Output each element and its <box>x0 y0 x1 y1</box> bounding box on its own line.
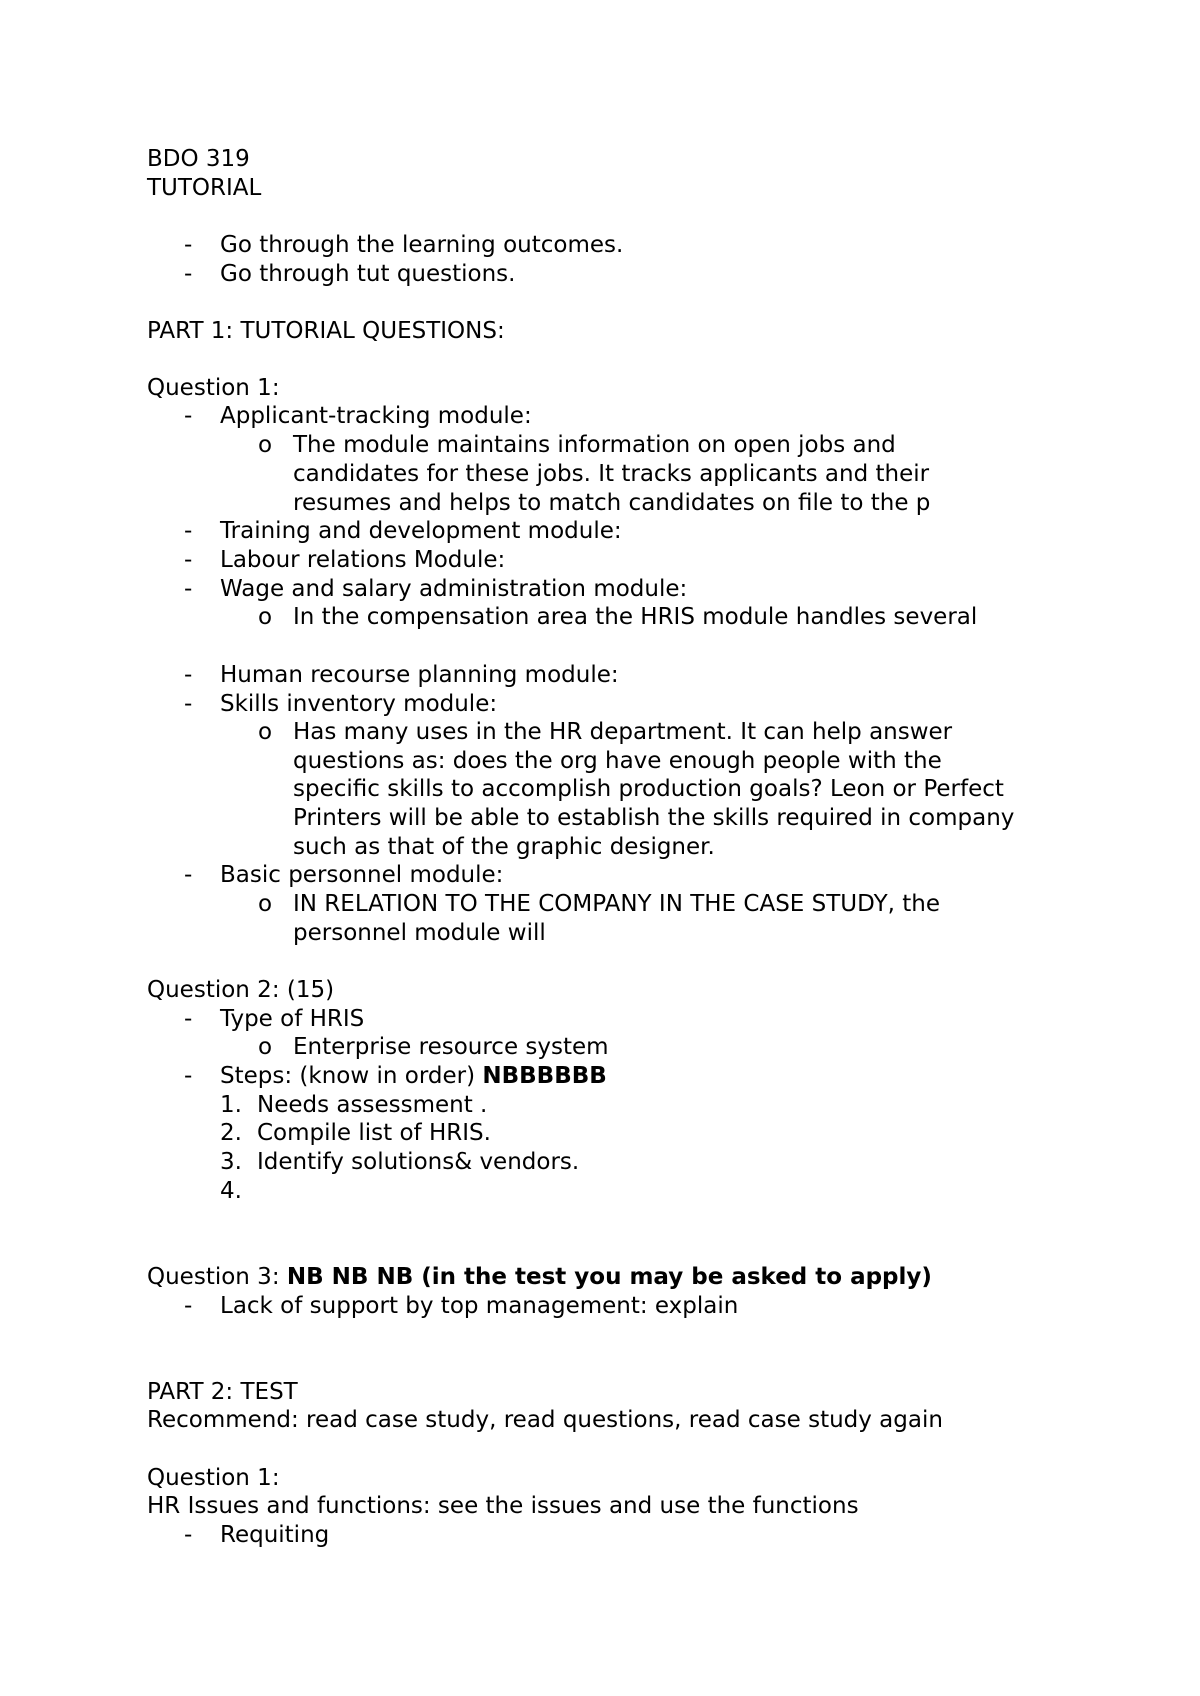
step-number: 2. <box>220 1120 242 1146</box>
dash-bullet: - <box>184 662 193 688</box>
q3-item: Lack of support by top management: explain <box>220 1293 739 1319</box>
q1-item-basic: Basic personnel module: <box>220 862 504 888</box>
q2-heading: Question 2: (15) <box>147 977 335 1003</box>
part2-q1-item: Requiting <box>220 1522 330 1548</box>
applicant-description: resumes and helps to match candidates on file to the p <box>293 490 931 516</box>
dash-bullet: - <box>184 691 193 717</box>
intro-item: Go through tut questions. <box>220 261 516 287</box>
dash-bullet: - <box>184 547 193 573</box>
applicant-description: candidates for these jobs. It tracks applicants and their <box>293 461 930 487</box>
q2-steps-label: Steps: (know in order) <box>220 1063 483 1089</box>
skills-description: Printers will be able to establish the skills required in company <box>293 805 1015 831</box>
dash-bullet: - <box>184 261 193 287</box>
q2-steps-line <box>220 1062 607 1091</box>
q3-heading-emphasis: NB NB NB (in the test you may be asked to apply) <box>286 1264 932 1290</box>
q1-item-hr-planning: Human recourse planning module: <box>220 662 619 688</box>
skills-description: questions as: does the org have enough people with the <box>293 748 942 774</box>
part2-recommendation: Recommend: read case study, read questions, read case study again <box>147 1407 943 1433</box>
dash-bullet: - <box>184 862 193 888</box>
part2-q1-line: HR Issues and functions: see the issues and use the functions <box>147 1493 859 1519</box>
q1-item-wage: Wage and salary administration module: <box>220 576 688 602</box>
part2-q1-heading: Question 1: <box>147 1465 280 1491</box>
q3-heading-label: Question 3: <box>147 1264 287 1290</box>
q3-heading <box>147 1263 932 1292</box>
basic-description: personnel module will <box>293 920 546 946</box>
q2-type-label: Type of HRIS <box>220 1006 365 1032</box>
step-number: 4. <box>220 1178 242 1204</box>
dash-bullet: - <box>184 232 193 258</box>
part1-heading: PART 1: TUTORIAL QUESTIONS: <box>147 318 505 344</box>
step-number: 1. <box>220 1092 242 1118</box>
document-type: TUTORIAL <box>147 175 262 201</box>
dash-bullet: - <box>184 1006 193 1032</box>
circle-bullet: o <box>258 1034 273 1060</box>
circle-bullet: o <box>258 891 273 917</box>
dash-bullet: - <box>184 1063 193 1089</box>
q1-item-labour: Labour relations Module: <box>220 547 506 573</box>
dash-bullet: - <box>184 1293 193 1319</box>
q1-item-applicant: Applicant-tracking module: <box>220 403 532 429</box>
step-text: Needs assessment . <box>257 1092 488 1118</box>
dash-bullet: - <box>184 1522 193 1548</box>
dash-bullet: - <box>184 576 193 602</box>
intro-item: Go through the learning outcomes. <box>220 232 624 258</box>
skills-description: specific skills to accomplish production goals? Leon or Perfect <box>293 776 1004 802</box>
dash-bullet: - <box>184 403 193 429</box>
step-text: Identify solutions& vendors. <box>257 1149 580 1175</box>
course-code: BDO 319 <box>147 146 250 172</box>
q2-steps-emphasis: NBBBBBB <box>482 1063 607 1089</box>
basic-description: IN RELATION TO THE COMPANY IN THE CASE STUDY, the <box>293 891 940 917</box>
applicant-description: The module maintains information on open jobs and <box>293 432 896 458</box>
q1-heading: Question 1: <box>147 375 280 401</box>
skills-description: such as that of the graphic designer. <box>293 834 715 860</box>
q2-type-value: Enterprise resource system <box>293 1034 609 1060</box>
step-text: Compile list of HRIS. <box>257 1120 491 1146</box>
step-number: 3. <box>220 1149 242 1175</box>
q1-item-skills: Skills inventory module: <box>220 691 498 717</box>
part2-heading: PART 2: TEST <box>147 1379 298 1405</box>
skills-description: Has many uses in the HR department. It can help answer <box>293 719 953 745</box>
circle-bullet: o <box>258 604 273 630</box>
dash-bullet: - <box>184 518 193 544</box>
circle-bullet: o <box>258 719 273 745</box>
q1-item-training: Training and development module: <box>220 518 622 544</box>
circle-bullet: o <box>258 432 273 458</box>
wage-description: In the compensation area the HRIS module handles several <box>293 604 978 630</box>
